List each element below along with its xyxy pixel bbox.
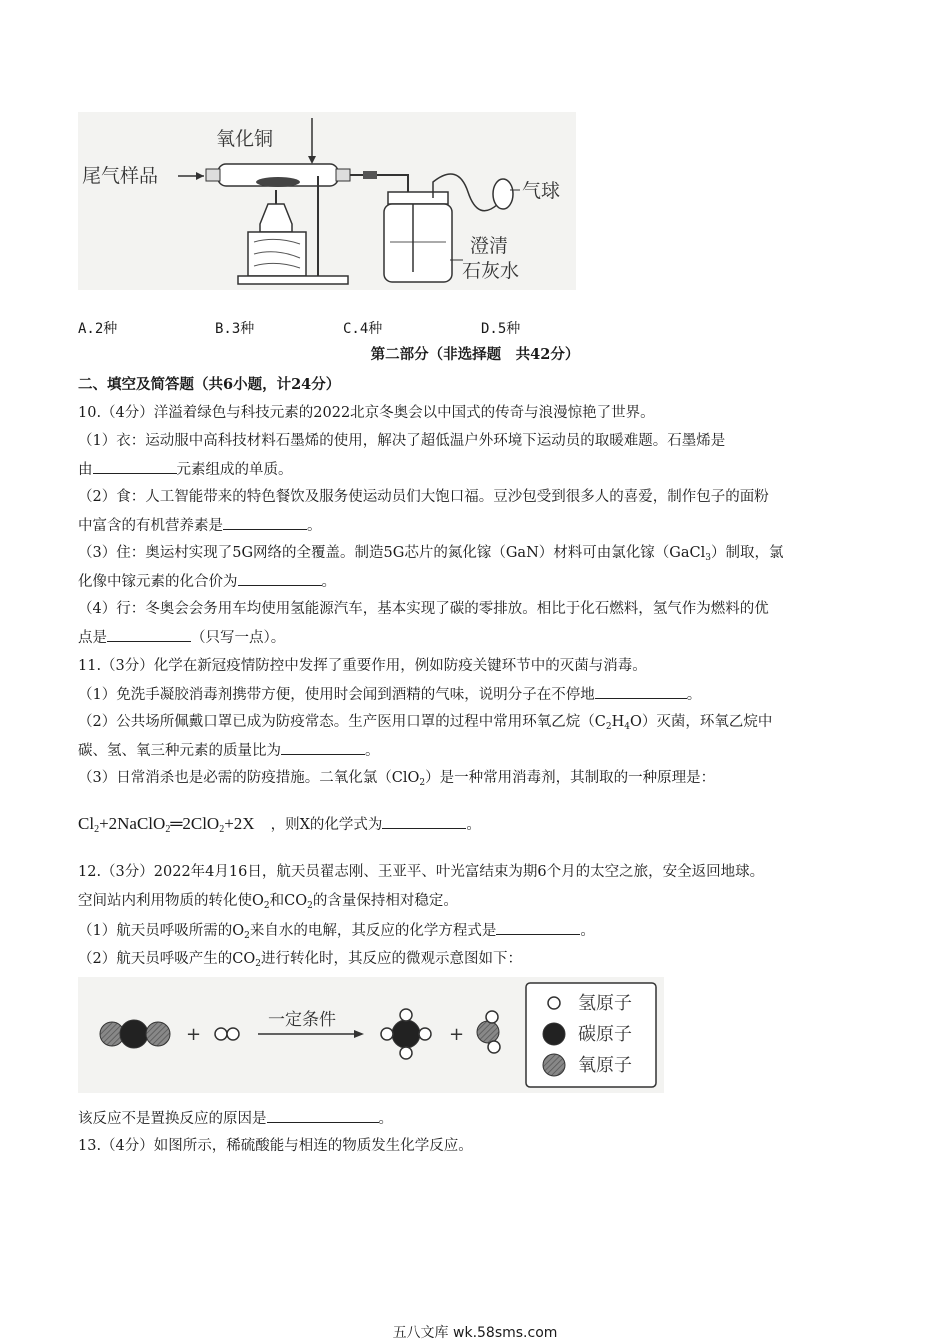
plus-sign: + — [449, 1024, 465, 1045]
q10-p3b: 化像中镓元素的化合价为 。 — [78, 571, 336, 592]
co2-oxygen-atom — [146, 1022, 170, 1046]
limewater-label-1: 澄清 — [470, 235, 509, 257]
q10-p4b: 点是 （只写一点）。 — [78, 627, 285, 648]
ch4-hydrogen-atom — [400, 1009, 412, 1021]
q11-stem: 11.（3分）化学在新冠疫情防控中发挥了重要作用，例如防疫关键环节中的灭菌与消毒。 — [78, 658, 647, 674]
ch4-hydrogen-atom — [419, 1028, 431, 1040]
option-d: D.5种 — [481, 321, 521, 337]
q10-stem: 10.（4分）洋溢着绿色与科技元素的2022北京冬奥会以中国式的传奇与浪漫惊艳了世界。 — [78, 405, 655, 421]
co2-carbon-atom — [120, 1020, 148, 1048]
legend-hydrogen-icon — [548, 997, 560, 1009]
ch4-hydrogen-atom — [381, 1028, 393, 1040]
section2-title: 二、填空及简答题（共6小题，计24分） — [78, 376, 341, 393]
balloon-label: 气球 — [522, 180, 561, 202]
plus-sign: + — [186, 1024, 202, 1045]
h2o-hydrogen-atom — [486, 1011, 498, 1023]
q12-stem1: 12.（3分）2022年4月16日，航天员翟志刚、王亚平、叶光富结束为期6个月的太空之旅，安全返回地球。 — [78, 864, 765, 880]
sample-label: 尾气样品 — [82, 165, 159, 187]
q12-p2: （2）航天员呼吸产生的$CO_2$进行转化时，其反应的微观示意图如下： — [78, 951, 522, 969]
copper-oxide-label: 氧化铜 — [216, 128, 274, 150]
h2o-hydrogen-atom — [488, 1041, 500, 1053]
answer-blank[interactable] — [107, 627, 191, 642]
answer-blank[interactable] — [595, 684, 687, 699]
arrow-condition: 一定条件 — [268, 1010, 336, 1030]
apparatus-figure — [78, 112, 576, 290]
q11-equation-line: $Cl_2+2NaClO_2═2ClO_2+2X$ ，则X的化学式为 。 — [78, 814, 481, 835]
legend-carbon-icon — [543, 1023, 565, 1045]
h2-hydrogen-atom — [227, 1028, 239, 1040]
page-footer: 五八文库 wk.58sms.com — [392, 1325, 558, 1341]
answer-blank[interactable] — [93, 459, 177, 474]
option-c: C.4种 — [343, 321, 383, 337]
limewater-label-2: 石灰水 — [462, 260, 520, 282]
legend-oxygen-icon — [543, 1054, 565, 1076]
q10-p1b: 由 元素组成的单质。 — [78, 459, 293, 480]
q12-reason: 该反应不是置换反应的原因是 。 — [78, 1108, 393, 1129]
h2-hydrogen-atom — [215, 1028, 227, 1040]
answer-blank[interactable] — [281, 740, 365, 755]
part2-title: 第二部分（非选择题 共42分） — [370, 346, 580, 363]
answer-blank[interactable] — [496, 920, 580, 935]
legend-carbon-label: 碳原子 — [578, 1024, 632, 1045]
q12-stem2: 空间站内利用物质的转化使$O_2$和$CO_2$的含量保持相对稳定。 — [78, 893, 458, 911]
h2o-oxygen-atom — [477, 1021, 499, 1043]
q10-p3a: （3）住：奥运村实现了5G网络的全覆盖。制造5G芯片的氮化镓（GaN）材料可由氯化镓（GaCl$_3$）制取，氯 — [78, 545, 784, 563]
q10-p2a: （2）食：人工智能带来的特色餐饮及服务使运动员们大饱口福。豆沙包受到很多人的喜爱，制作包子的面粉 — [78, 489, 769, 505]
answer-blank[interactable] — [223, 515, 307, 530]
legend-oxygen-label: 氧原子 — [578, 1055, 632, 1076]
q11-p1: （1）免洗手凝胶消毒剂携带方便，使用时会闻到酒精的气味，说明分子在不停地 。 — [78, 684, 701, 705]
chemical-equation: $Cl_2+2NaClO_2═2ClO_2+2X$ — [78, 814, 255, 835]
ch4-carbon-atom — [392, 1020, 420, 1048]
q10-p4a: （4）行：冬奥会会务用车均使用氢能源汽车，基本实现了碳的零排放。相比于化石燃料，氢气作为燃料的优 — [78, 601, 769, 617]
legend-hydrogen-label: 氢原子 — [578, 993, 632, 1014]
option-b: B.3种 — [215, 321, 255, 337]
q11-p2b: 碳、氢、氧三种元素的质量比为 。 — [78, 740, 380, 761]
q13-stem: 13.（4分）如图所示，稀硫酸能与相连的物质发生化学反应。 — [78, 1138, 473, 1154]
reaction-diagram — [78, 977, 664, 1093]
answer-blank[interactable] — [382, 814, 466, 829]
ch4-hydrogen-atom — [400, 1047, 412, 1059]
q11-p3: （3）日常消杀也是必需的防疫措施。二氧化氯（ClO$_2$）是一种常用消毒剂，其制取的一种原理是： — [78, 770, 716, 788]
option-a: A.2种 — [78, 321, 118, 337]
q12-p1: （1）航天员呼吸所需的$O_2$来自水的电解，其反应的化学方程式是 。 — [78, 920, 595, 946]
q11-p2a: （2）公共场所佩戴口罩已成为防疫常态。生产医用口罩的过程中常用环氧乙烷$(C_2H_4O)$灭菌，环氧乙烷中 — [78, 714, 773, 732]
q10-p2b: 中富含的有机营养素是 。 — [78, 515, 322, 536]
answer-blank[interactable] — [267, 1108, 379, 1123]
answer-blank[interactable] — [238, 571, 322, 586]
q10-p1a: （1）衣：运动服中高科技材料石墨烯的使用，解决了超低温户外环境下运动员的取暖难题。石墨烯是 — [78, 433, 726, 449]
